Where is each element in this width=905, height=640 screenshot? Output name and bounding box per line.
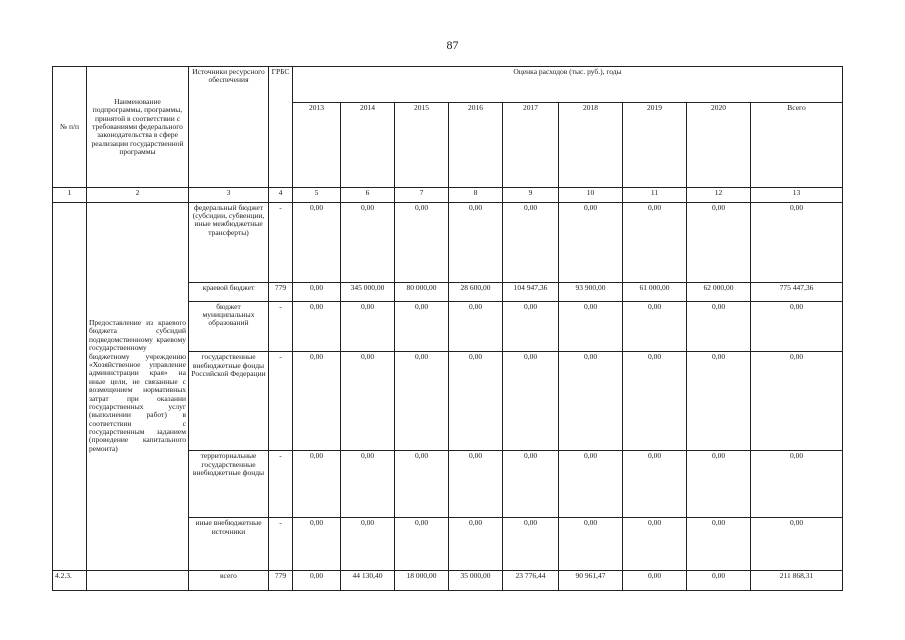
value-cell: 0,00 <box>503 451 559 518</box>
colnum-1: 1 <box>53 188 87 202</box>
value-cell: 0,00 <box>623 352 687 451</box>
value-cell: 0,00 <box>293 301 341 352</box>
table-row <box>53 202 843 283</box>
program-name: Предоставление из краевого бюджета субсидий подведомственному краевому государственному бюджетному учреждению «Хозяйственное управление администрации края» на иные цели, не связанные с возмещением нормативных затрат при оказании государственных услуг (выполнении работ) в соответствии с государственным заданием (проведение капитального ремонта) <box>87 202 189 570</box>
value-cell: 0,00 <box>341 352 395 451</box>
source-cell: бюджет муниципальных образований <box>189 301 269 352</box>
year-total: Всего <box>751 103 843 188</box>
value-cell: 0,00 <box>751 451 843 518</box>
value-cell: 0,00 <box>751 301 843 352</box>
colnum-10: 10 <box>559 188 623 202</box>
colnum-7: 7 <box>395 188 449 202</box>
value-cell: 104 947,36 <box>503 283 559 301</box>
colnum-3: 3 <box>189 188 269 202</box>
row-number: 4.2.3. <box>53 570 87 590</box>
header-grbs: ГРБС <box>269 67 293 188</box>
value-cell: 0,00 <box>503 301 559 352</box>
year-2013: 2013 <box>293 103 341 188</box>
source-cell: всего <box>189 570 269 590</box>
value-cell: 0,00 <box>449 352 503 451</box>
value-cell: 0,00 <box>623 202 687 283</box>
value-cell: 0,00 <box>623 451 687 518</box>
source-cell: иные внебюджетные источники <box>189 518 269 571</box>
value-cell: 0,00 <box>687 570 751 590</box>
value-cell: 18 000,00 <box>395 570 449 590</box>
budget-table <box>52 66 843 591</box>
grbs-cell: - <box>269 518 293 571</box>
header-source: Источники ресурсного обеспечения <box>189 67 269 188</box>
header-num: № п/п <box>53 67 87 188</box>
colnum-2: 2 <box>87 188 189 202</box>
value-cell: 0,00 <box>559 518 623 571</box>
value-cell: 0,00 <box>449 451 503 518</box>
year-2017: 2017 <box>503 103 559 188</box>
value-cell: 0,00 <box>293 451 341 518</box>
source-cell: федеральный бюджет (субсидии, субвенции, иные межбюджетные трансферты) <box>189 202 269 283</box>
value-cell: 44 130,40 <box>341 570 395 590</box>
header-row-1 <box>53 67 843 103</box>
value-cell: 35 000,00 <box>449 570 503 590</box>
source-cell: территориальные государственные внебюджетные фонды <box>189 451 269 518</box>
value-cell: 0,00 <box>395 352 449 451</box>
value-cell: 0,00 <box>687 301 751 352</box>
value-cell: 211 868,31 <box>751 570 843 590</box>
source-cell: государственные внебюджетные фонды Российской Федерации <box>189 352 269 451</box>
value-cell: 0,00 <box>751 518 843 571</box>
value-cell: 28 600,00 <box>449 283 503 301</box>
value-cell: 345 000,00 <box>341 283 395 301</box>
year-2018: 2018 <box>559 103 623 188</box>
value-cell: 0,00 <box>293 202 341 283</box>
value-cell: 0,00 <box>341 518 395 571</box>
grbs-cell: - <box>269 202 293 283</box>
grbs-cell: 779 <box>269 283 293 301</box>
value-cell: 0,00 <box>687 518 751 571</box>
value-cell: 0,00 <box>293 352 341 451</box>
value-cell: 80 000,00 <box>395 283 449 301</box>
value-cell: 0,00 <box>751 202 843 283</box>
value-cell: 0,00 <box>559 202 623 283</box>
program-name-next <box>87 570 189 590</box>
table-row-4-2-3 <box>53 570 843 590</box>
year-2020: 2020 <box>687 103 751 188</box>
value-cell: 0,00 <box>687 352 751 451</box>
column-number-row <box>53 188 843 202</box>
value-cell: 0,00 <box>623 301 687 352</box>
value-cell: 62 000,00 <box>687 283 751 301</box>
value-cell: 0,00 <box>395 518 449 571</box>
value-cell: 0,00 <box>559 352 623 451</box>
grbs-cell: - <box>269 352 293 451</box>
colnum-4: 4 <box>269 188 293 202</box>
colnum-12: 12 <box>687 188 751 202</box>
year-2016: 2016 <box>449 103 503 188</box>
value-cell: 23 776,44 <box>503 570 559 590</box>
value-cell: 0,00 <box>503 352 559 451</box>
year-2019: 2019 <box>623 103 687 188</box>
colnum-5: 5 <box>293 188 341 202</box>
value-cell: 0,00 <box>449 202 503 283</box>
grbs-cell: - <box>269 301 293 352</box>
year-2015: 2015 <box>395 103 449 188</box>
value-cell: 0,00 <box>341 202 395 283</box>
colnum-11: 11 <box>623 188 687 202</box>
row-number-empty <box>53 202 87 570</box>
value-cell: 0,00 <box>395 451 449 518</box>
value-cell: 0,00 <box>751 352 843 451</box>
value-cell: 0,00 <box>293 283 341 301</box>
grbs-cell: - <box>269 451 293 518</box>
value-cell: 0,00 <box>293 518 341 571</box>
header-estimate: Оценка расходов (тыс. руб.), годы <box>293 67 843 103</box>
value-cell: 0,00 <box>559 301 623 352</box>
value-cell: 0,00 <box>623 570 687 590</box>
value-cell: 0,00 <box>449 301 503 352</box>
colnum-9: 9 <box>503 188 559 202</box>
page-number: 87 <box>446 38 459 52</box>
value-cell: 0,00 <box>503 202 559 283</box>
source-cell: краевой бюджет <box>189 283 269 301</box>
value-cell: 0,00 <box>293 570 341 590</box>
value-cell: 0,00 <box>341 451 395 518</box>
value-cell: 0,00 <box>395 301 449 352</box>
value-cell: 0,00 <box>449 518 503 571</box>
colnum-6: 6 <box>341 188 395 202</box>
year-2014: 2014 <box>341 103 395 188</box>
value-cell: 90 961,47 <box>559 570 623 590</box>
value-cell: 0,00 <box>559 451 623 518</box>
value-cell: 93 900,00 <box>559 283 623 301</box>
value-cell: 0,00 <box>623 518 687 571</box>
value-cell: 0,00 <box>687 451 751 518</box>
value-cell: 775 447,36 <box>751 283 843 301</box>
value-cell: 0,00 <box>395 202 449 283</box>
header-name: Наименование подпрограммы, программы, принятой в соответствии с требованиями федерального законодательства в сфере реализации государственной программы <box>87 67 189 188</box>
value-cell: 0,00 <box>687 202 751 283</box>
value-cell: 0,00 <box>341 301 395 352</box>
value-cell: 0,00 <box>503 518 559 571</box>
colnum-8: 8 <box>449 188 503 202</box>
value-cell: 61 000,00 <box>623 283 687 301</box>
colnum-13: 13 <box>751 188 843 202</box>
grbs-cell: 779 <box>269 570 293 590</box>
